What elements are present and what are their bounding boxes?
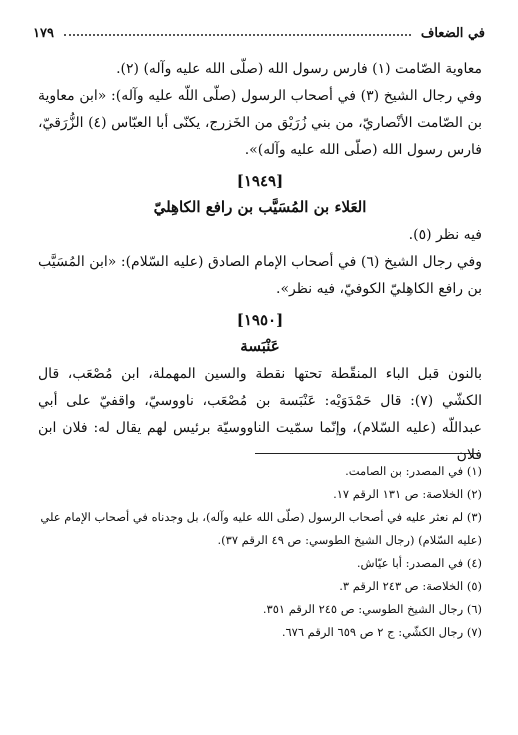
footnotes bbox=[38, 460, 482, 644]
header-leader-dots bbox=[64, 34, 411, 36]
footnote-4: (٤) في المصدر: أبا عيّاش. bbox=[356, 556, 482, 570]
entry-title-1950: عَنْبَسة bbox=[240, 337, 280, 355]
entry-number-1949: [١٩٤٩] bbox=[236, 172, 284, 190]
page-number: ١٧٩ bbox=[33, 25, 54, 41]
footnote-2: (٢) الخلاصة: ص ١٣١ الرقم ١٧. bbox=[333, 487, 482, 501]
main-text bbox=[38, 56, 482, 469]
paragraph-5: بالنون قبل الباء المنقّطة تحتها نقطة والسين المهملة، ابن مُصْعَب، قال الكشّي (٧): قال حَمْدَوَيْه: عَنْبَسة بن مُصْعَب، ناووسيّ، واقفيّ على أبي عبداللّه (عليه السّلام)، وإنّما سمّيت الناووسيّة برئيس لهم يقال له: فلان ابن فلان bbox=[38, 366, 482, 463]
header-title: في الضعاف bbox=[420, 25, 485, 41]
paragraph-3: فيه نظر (٥). bbox=[408, 227, 482, 243]
footnote-7: (٧) رجال الكشّي: ج ٢ ص ٦٥٩ الرقم ٦٧٦. bbox=[281, 625, 482, 639]
entry-title-1949: العَلاء بن المُسَيَّب بن رافع الكاهِليّ bbox=[153, 198, 367, 216]
footnote-6: (٦) رجال الشيخ الطوسي: ص ٢٤٥ الرقم ٣٥١. bbox=[262, 602, 482, 616]
footnote-3: (٣) لم نعثر عليه في أصحاب الرسول (صلّى الله عليه وآله)، بل وجدناه في أصحاب الإمام علي (عليه السّلام) (رجال الشيخ الطوسي: ص ٤٩ الرقم ٣٧). bbox=[40, 510, 482, 547]
paragraph-1: معاوية الصّامت (١) فارس رسول الله (صلّى الله عليه وآله) (٢). bbox=[116, 61, 482, 77]
entry-number-1950: [١٩٥٠] bbox=[236, 311, 284, 329]
paragraph-4: وفي رجال الشيخ (٦) في أصحاب الإمام الصادق (عليه السّلام): «ابن المُسَيَّب بن رافع الكاهِليّ الكوفيّ، فيه نظر». bbox=[38, 254, 482, 297]
footnote-divider bbox=[255, 453, 480, 454]
paragraph-2: وفي رجال الشيخ (٣) في أصحاب الرسول (صلّى اللّه عليه وآله): «ابن معاوية بن الصّامت الأنْصاريّ، من بني زُرَيْق من الخَزرج، يكنّى أبا العبّاس (٤) الزُّرَقيّ، فارس رسول الله (صلّى الله عليه وآله)». bbox=[38, 88, 482, 158]
footnote-5: (٥) الخلاصة: ص ٢٤٣ الرقم ٣. bbox=[339, 579, 482, 593]
running-header bbox=[33, 22, 485, 44]
footnote-1: (١) في المصدر: بن الصامت. bbox=[345, 464, 482, 478]
